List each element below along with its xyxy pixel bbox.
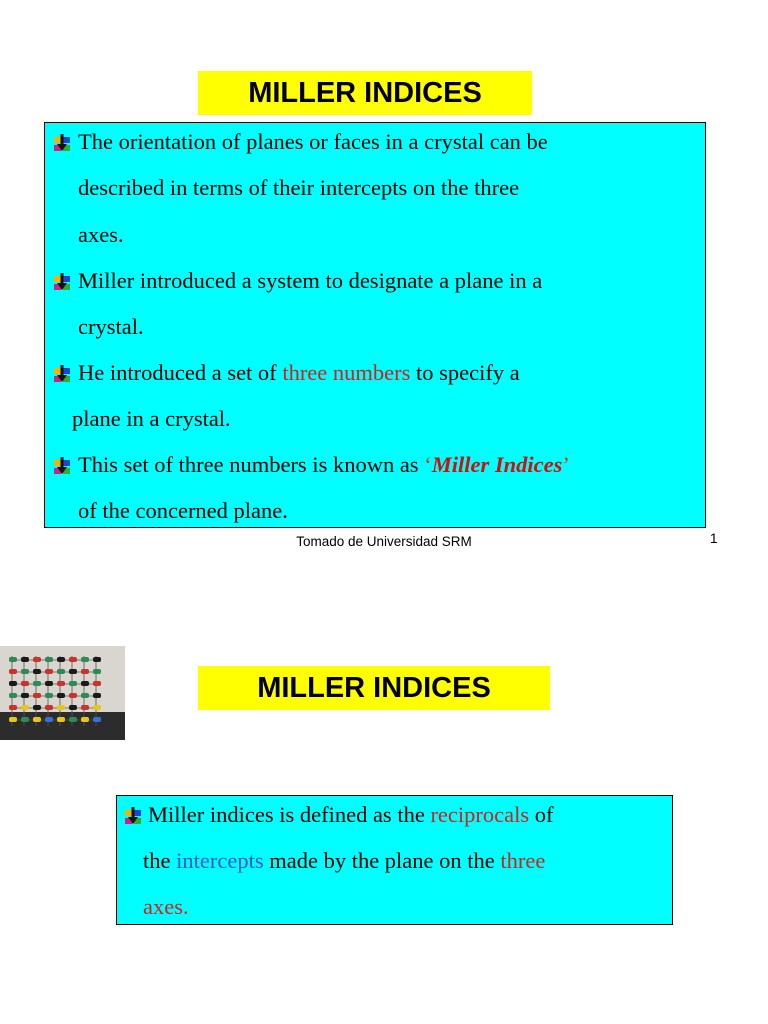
bullet2-line1: Miller introduced a system to designate a plane in a xyxy=(78,268,543,293)
bullet1-line3: axes. xyxy=(78,222,124,247)
slide1-footer: Tomado de Universidad SRM xyxy=(296,534,472,549)
reciprocals-highlight: reciprocals xyxy=(430,802,530,827)
bullet-icon xyxy=(53,365,71,383)
definition-line3: axes. xyxy=(143,894,189,919)
bullet3-line2: plane in a crystal. xyxy=(72,406,231,431)
definition-pre: Miller indices is defined as the xyxy=(148,802,431,827)
crystal-lattice-model-photo xyxy=(0,646,125,740)
definition-line2-pre: the xyxy=(143,848,177,873)
slide1-title: MILLER INDICES xyxy=(198,71,532,115)
miller-indices-highlight: Miller Indices xyxy=(431,452,563,477)
bullet-icon xyxy=(53,273,71,291)
bullet4-line2: of the concerned plane. xyxy=(78,498,288,523)
page-number: 1 xyxy=(710,531,718,546)
definition-line2-mid: made by the plane on the xyxy=(263,848,501,873)
open-quote: ‘ xyxy=(424,452,432,477)
slide2-title: MILLER INDICES xyxy=(198,666,550,710)
bullet4-text-pre: This set of three numbers is known as xyxy=(78,452,425,477)
bullet2-line2: crystal. xyxy=(78,314,144,339)
bullet3-text-pre: He introduced a set of xyxy=(78,360,283,385)
slide1-content-box xyxy=(44,122,706,528)
bullet3-line1 xyxy=(78,360,520,386)
intercepts-highlight: intercepts xyxy=(176,848,264,873)
bullet4-line1 xyxy=(78,452,570,478)
slide2-content-box xyxy=(116,795,673,925)
three-numbers-highlight: three numbers xyxy=(282,360,411,385)
bullet-icon xyxy=(53,134,71,152)
bullet-icon xyxy=(53,457,71,475)
definition-line2 xyxy=(143,848,545,874)
bullet1-line2: described in terms of their intercepts on the three xyxy=(78,175,520,200)
definition-post: of xyxy=(529,802,554,827)
definition-line1 xyxy=(148,802,554,828)
bullet-icon xyxy=(124,807,142,825)
bullet3-text-post: to specify a xyxy=(410,360,520,385)
bullet1-line1: The orientation of planes or faces in a crystal can be xyxy=(78,129,548,154)
three-highlight: three xyxy=(500,848,546,873)
close-quote: ’ xyxy=(562,452,570,477)
